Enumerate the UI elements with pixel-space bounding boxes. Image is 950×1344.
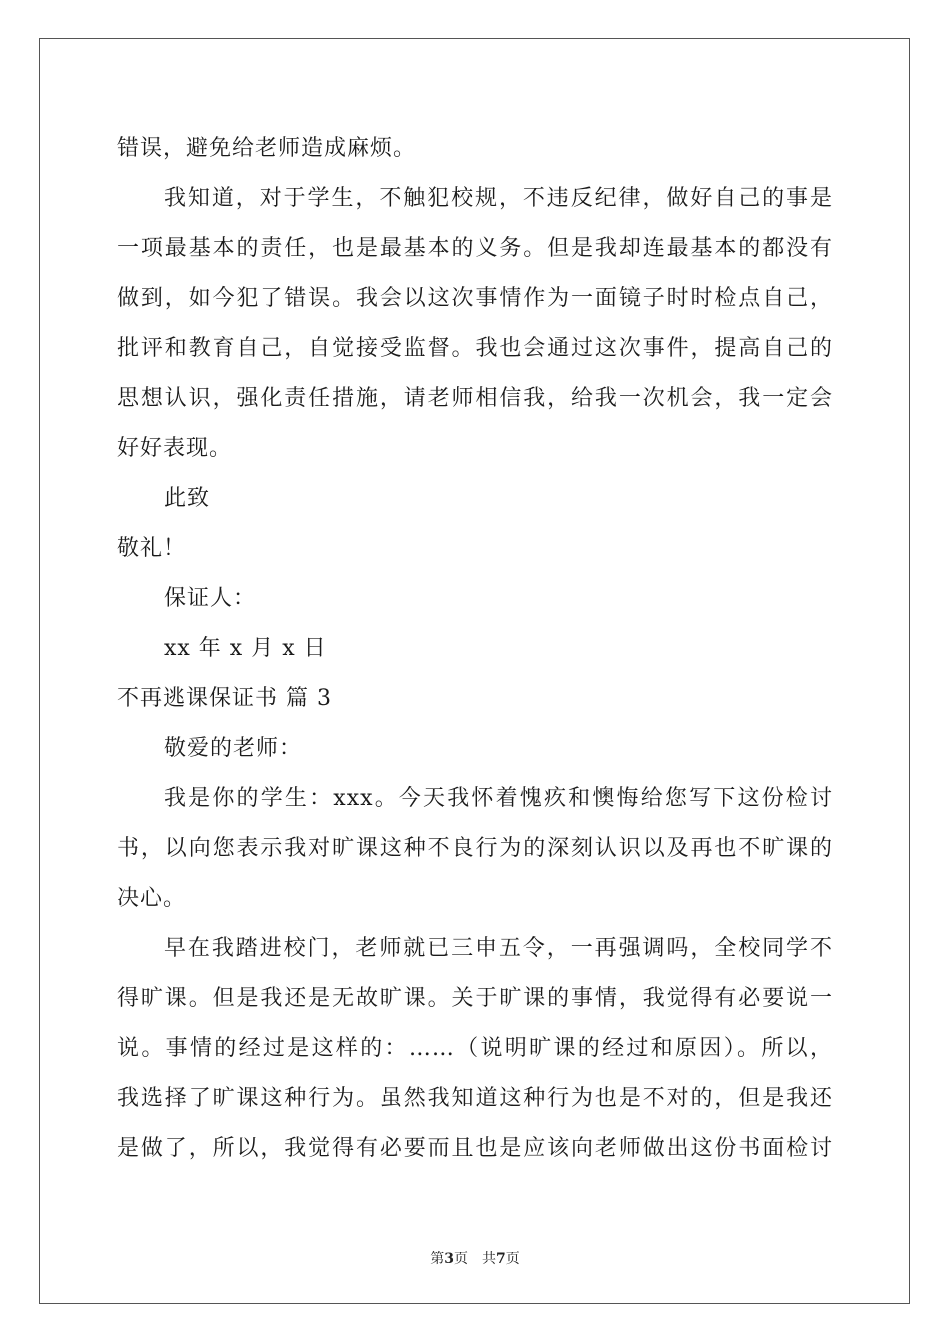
total-pages-number: 7 [496,1251,506,1267]
page-suffix: 页 [454,1251,468,1267]
text-line: 思想认识，强化责任措施，请老师相信我，给我一次机会，我一定会 [117,386,833,411]
text-line: 保证人： [164,586,257,611]
text-line: 是做了，所以，我觉得有必要而且也是应该向老师做出这份书面检讨 [117,1136,833,1161]
total-prefix: 共 [482,1251,496,1267]
text-line: 早在我踏进校门，老师就已三申五令，一再强调吗，全校同学不 [164,936,833,961]
text-line: 好好表现。 [117,436,233,461]
text-line: 我选择了旷课这种行为。虽然我知道这种行为也是不对的，但是我还 [117,1086,833,1111]
text-line: 不再逃课保证书 篇 3 [117,686,332,711]
text-line: 批评和教育自己，自觉接受监督。我也会通过这次事件，提高自己的 [117,336,833,361]
text-line: 得旷课。但是我还是无故旷课。关于旷课的事情，我觉得有必要说一 [117,986,833,1011]
text-line: 一项最基本的责任，也是最基本的义务。但是我却连最基本的都没有 [117,236,833,261]
text-line: 敬礼！ [117,536,187,561]
total-suffix: 页 [505,1251,520,1267]
page-prefix: 第 [430,1251,445,1267]
document-body [117,124,833,1174]
text-line: xx 年 x 月 x 日 [164,636,327,661]
text-line: 敬爱的老师： [164,736,303,761]
text-line: 我知道，对于学生，不触犯校规，不违反纪律，做好自己的事是 [164,186,833,211]
text-line: 我是你的学生：xxx。今天我怀着愧疚和懊悔给您写下这份检讨 [164,786,833,811]
page-footer [0,1248,950,1268]
text-line: 决心。 [117,886,187,911]
text-line: 错误，避免给老师造成麻烦。 [117,136,417,161]
text-line: 说。事情的经过是这样的：……（说明旷课的经过和原因）。所以， [117,1036,833,1061]
text-line: 此致 [164,486,211,511]
text-line: 做到，如今犯了错误。我会以这次事情作为一面镜子时时检点自己， [117,286,833,311]
current-page-number: 3 [444,1251,454,1267]
text-line: 书，以向您表示我对旷课这种不良行为的深刻认识以及再也不旷课的 [117,836,833,861]
